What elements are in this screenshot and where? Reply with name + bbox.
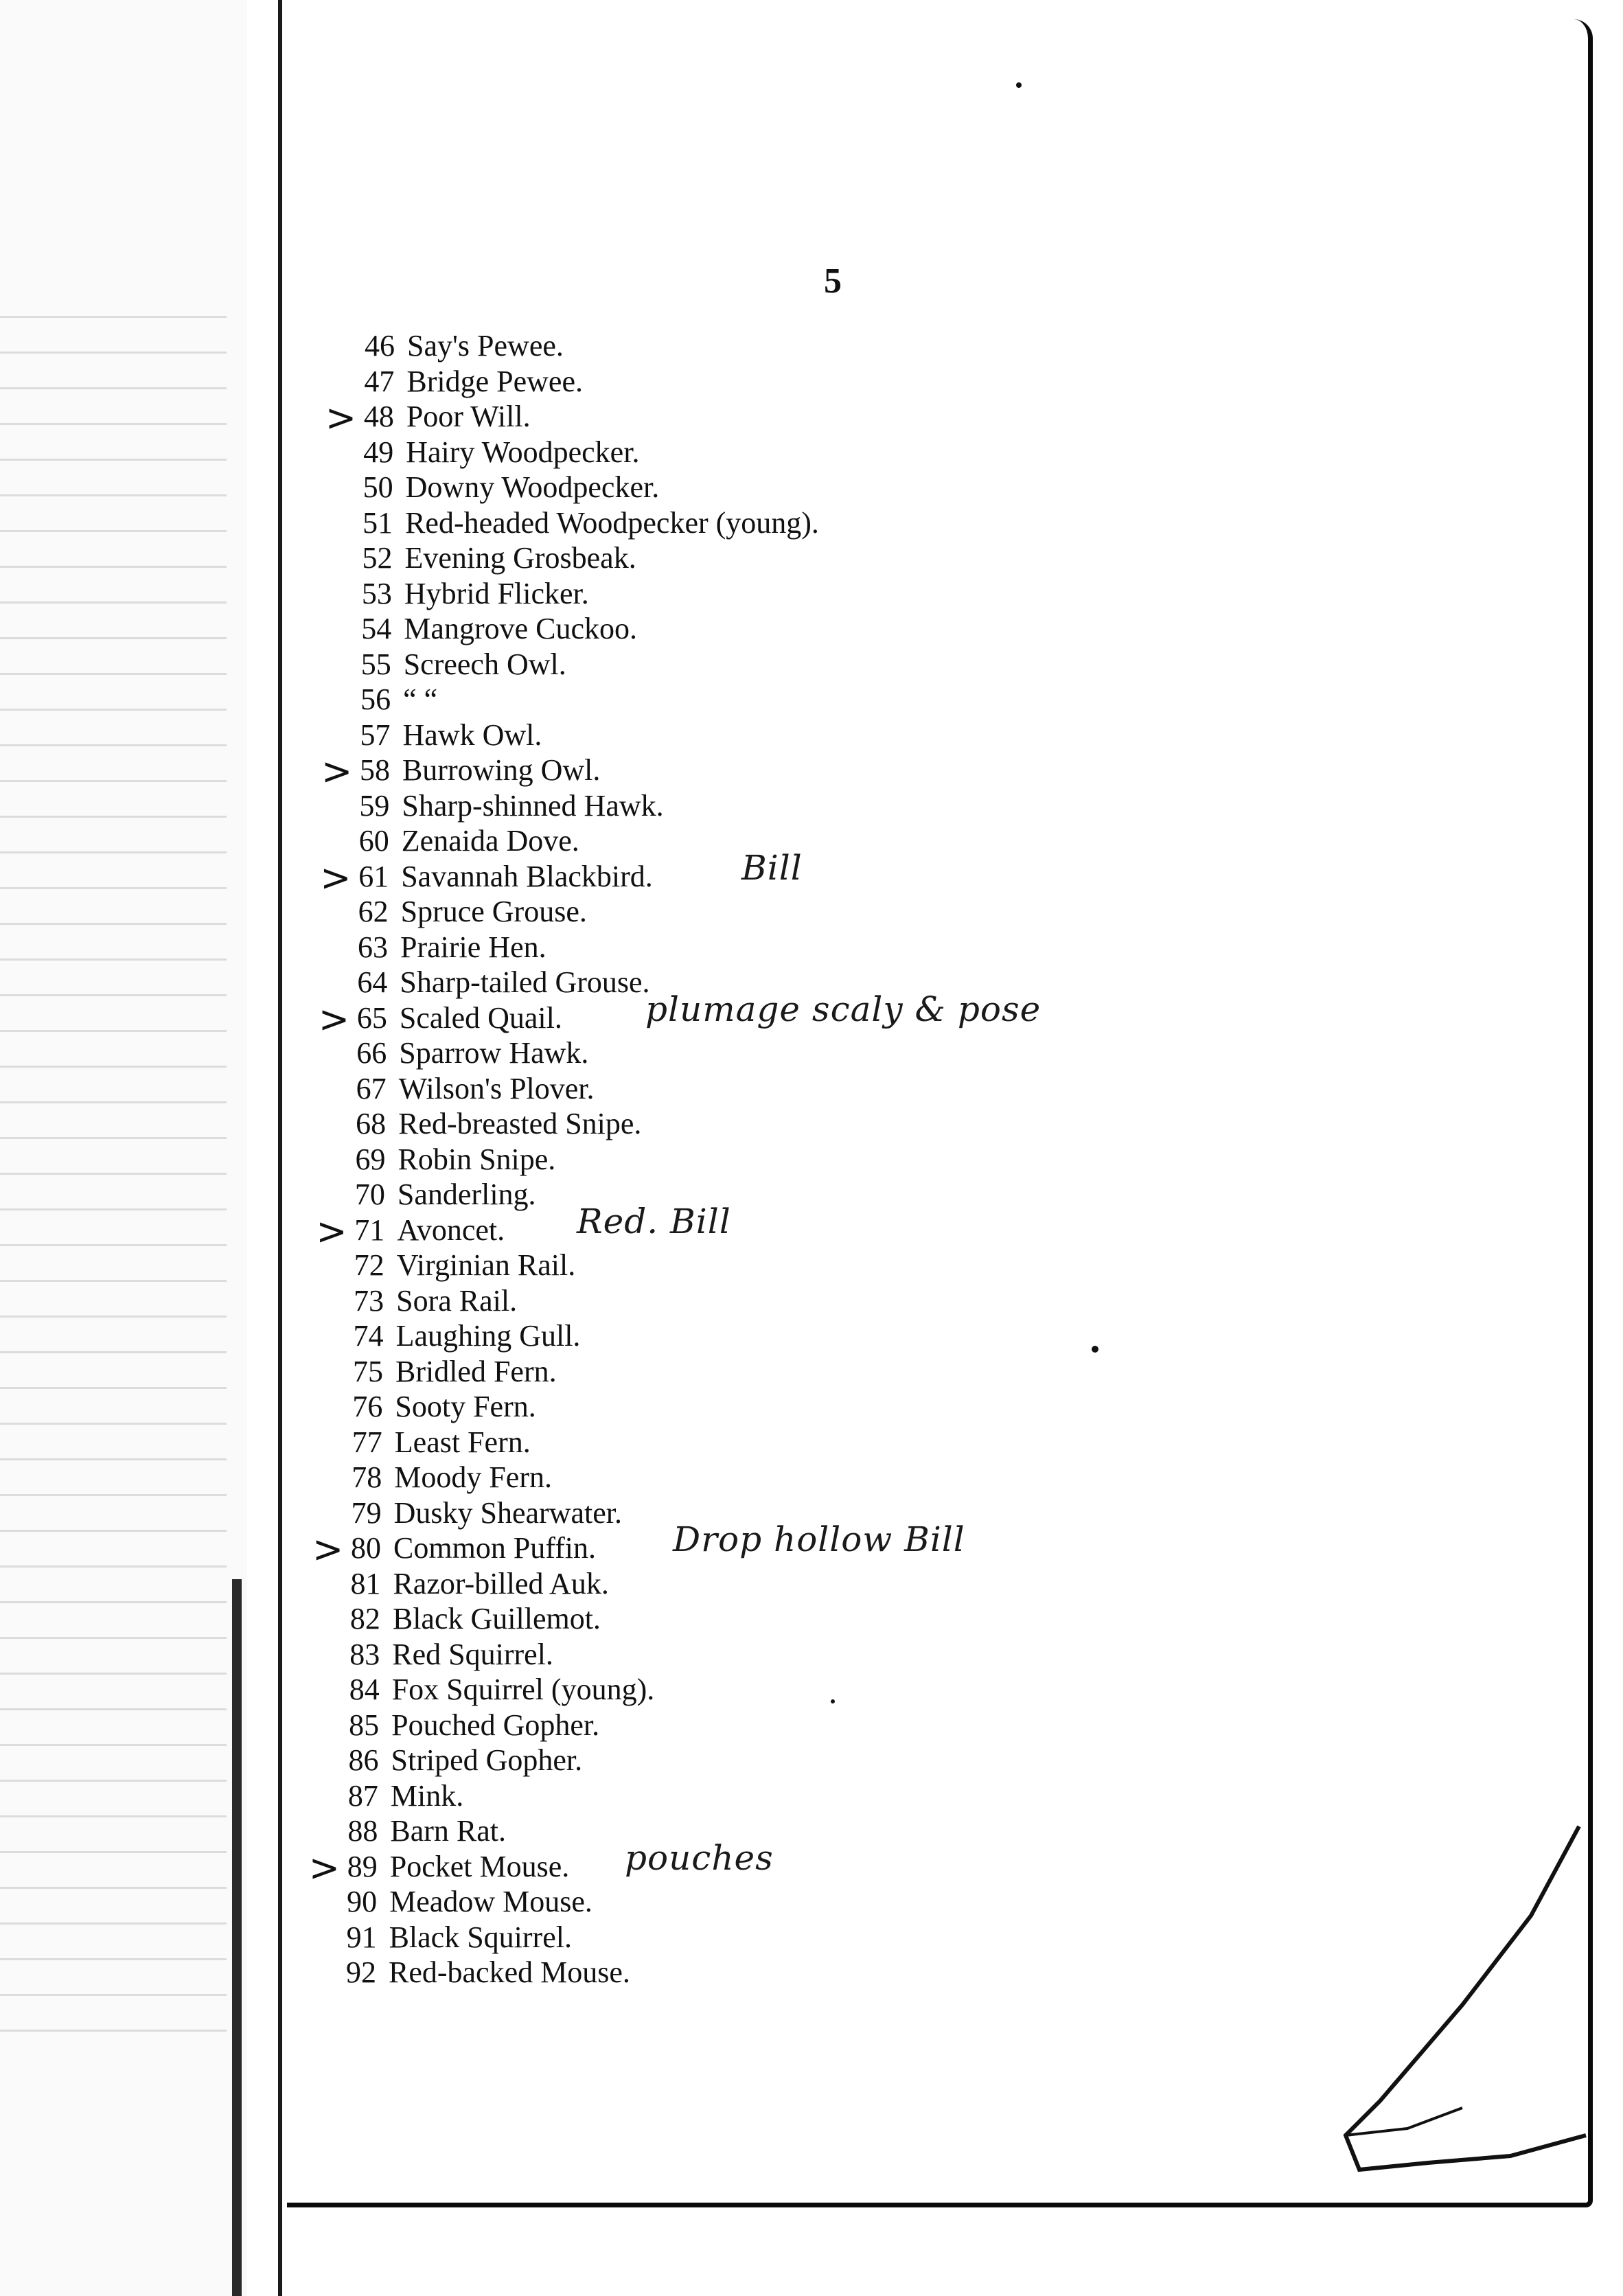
list-item — [342, 753, 600, 788]
entry-number: 53 — [361, 576, 392, 610]
entry-name: Savannah Blackbird. — [401, 859, 653, 893]
handwritten-check-mark: > — [318, 997, 350, 1041]
list-item — [345, 505, 819, 541]
entry-number: 65 — [356, 1000, 387, 1035]
entry-number: 47 — [364, 364, 395, 398]
list-item — [345, 435, 639, 470]
list-item — [343, 718, 542, 753]
entry-number: 79 — [351, 1495, 382, 1530]
handwritten-check-mark: > — [325, 396, 357, 439]
list-item — [337, 1177, 536, 1213]
ink-speck — [831, 1699, 835, 1703]
entry-name: Poor Will. — [406, 400, 531, 433]
entry-number: 67 — [356, 1071, 387, 1105]
entry-number: 58 — [359, 753, 390, 787]
entry-number: 73 — [354, 1283, 384, 1318]
entry-number: 57 — [360, 718, 391, 752]
entry-name: Spruce Grouse. — [400, 895, 587, 928]
entry-number: 48 — [363, 400, 394, 433]
list-item — [330, 1849, 570, 1885]
handwritten-note: plumage scaly & pose — [645, 989, 1041, 1029]
entry-number: 81 — [350, 1566, 381, 1600]
facing-page-bleed-through — [0, 316, 227, 2032]
list-item — [338, 1106, 641, 1142]
binding-gutter — [278, 0, 282, 2296]
entry-number: 70 — [354, 1178, 385, 1211]
entry-number: 56 — [360, 682, 391, 716]
entry-name: Hawk Owl. — [402, 718, 542, 752]
list-item — [344, 576, 589, 612]
entry-name: Razor-billed Auk. — [393, 1566, 609, 1600]
list-item — [341, 823, 579, 859]
handwritten-note: Bill — [741, 847, 803, 888]
handwritten-note: Red. Bill — [577, 1201, 731, 1241]
list-item — [336, 1213, 505, 1248]
list-item — [334, 1495, 622, 1531]
entry-name: Laughing Gull. — [395, 1319, 581, 1353]
entry-name: Black Guillemot. — [392, 1602, 601, 1635]
entry-number: 68 — [356, 1107, 387, 1140]
list-item — [328, 1955, 630, 1990]
entry-number: 66 — [356, 1036, 387, 1070]
list-item — [341, 788, 663, 824]
entry-number: 85 — [349, 1708, 380, 1742]
entry-number: 60 — [358, 824, 389, 858]
entry-number: 55 — [360, 647, 391, 681]
list-item — [336, 1318, 581, 1354]
entry-name: Hybrid Flicker. — [404, 576, 589, 610]
list-item — [346, 399, 531, 435]
entry-name: Evening Grosbeak. — [404, 541, 636, 575]
entry-name: Robin Snipe. — [398, 1142, 556, 1176]
entry-name: Striped Gopher. — [391, 1743, 583, 1777]
entry-number: 52 — [362, 541, 393, 575]
entry-name: Sora Rail. — [396, 1283, 518, 1318]
entry-number: 78 — [352, 1460, 382, 1494]
entry-name: Wilson's Plover. — [398, 1071, 595, 1105]
list-item — [332, 1601, 601, 1637]
list-item — [332, 1637, 553, 1673]
entry-number: 59 — [359, 788, 390, 823]
list-item — [336, 1248, 576, 1283]
entry-name: Sparrow Hawk. — [399, 1036, 589, 1070]
entry-number: 90 — [347, 1885, 378, 1918]
entry-name: Meadow Mouse. — [389, 1885, 592, 1918]
list-item — [338, 1071, 595, 1107]
handwritten-check-mark: > — [320, 856, 352, 899]
entry-name: Zenaida Dove. — [401, 824, 579, 858]
entry-number: 84 — [349, 1673, 380, 1706]
entry-number: 64 — [357, 965, 388, 999]
list-item — [343, 647, 566, 682]
entry-number: 74 — [353, 1319, 384, 1353]
entry-name: Mangrove Cuckoo. — [404, 612, 638, 645]
list-item — [339, 1000, 562, 1036]
entry-number: 77 — [352, 1425, 382, 1459]
entry-number: 88 — [347, 1814, 378, 1848]
list-item — [343, 611, 637, 647]
list-item — [335, 1354, 557, 1390]
entry-number: 61 — [358, 859, 389, 893]
entry-name: Fox Squirrel (young). — [391, 1673, 655, 1706]
entry-name: Red Squirrel. — [392, 1637, 553, 1671]
list-item — [330, 1813, 506, 1849]
list-item — [339, 965, 649, 1000]
entry-number: 63 — [358, 930, 389, 964]
entry-name: Barn Rat. — [390, 1814, 506, 1848]
entry-name: Pocket Mouse. — [389, 1849, 570, 1883]
ink-speck — [1016, 82, 1022, 88]
handwritten-check-mark: > — [321, 750, 353, 793]
handwritten-check-mark: > — [312, 1528, 344, 1571]
list-item — [333, 1530, 596, 1566]
entry-number: 49 — [363, 435, 394, 469]
entry-number: 89 — [347, 1849, 378, 1883]
list-item — [336, 1283, 517, 1319]
entry-number: 50 — [362, 470, 393, 504]
handwritten-note: Drop hollow Bill — [673, 1519, 965, 1559]
list-item — [334, 1389, 536, 1425]
list-item — [331, 1708, 599, 1743]
page-number: 5 — [824, 262, 842, 301]
ink-speck — [1092, 1346, 1098, 1353]
entry-name: Bridge Pewee. — [406, 364, 583, 398]
entry-name: Least Fern. — [394, 1425, 531, 1459]
entry-number: 75 — [352, 1354, 383, 1388]
list-item — [332, 1566, 608, 1602]
entry-name: Common Puffin. — [393, 1531, 597, 1565]
list-item — [340, 930, 546, 965]
entry-number: 69 — [355, 1142, 386, 1176]
entry-number: 76 — [352, 1390, 383, 1423]
handwritten-note: pouches — [625, 1837, 774, 1878]
entry-name: Burrowing Owl. — [402, 753, 601, 787]
entry-name: Moody Fern. — [394, 1460, 552, 1494]
list-item — [341, 894, 587, 930]
list-item — [332, 1672, 655, 1708]
folded-corner — [1304, 1813, 1593, 2197]
list-item — [329, 1884, 592, 1920]
entry-name: Red-headed Woodpecker (young). — [405, 505, 819, 540]
binding-shadow — [232, 1579, 242, 2296]
list-item — [345, 470, 660, 505]
entry-name: Avoncet. — [397, 1213, 505, 1247]
entry-name: Scaled Quail. — [399, 1000, 562, 1035]
entry-name: Virginian Rail. — [396, 1248, 576, 1282]
entry-name: Say's Pewee. — [407, 329, 564, 363]
entry-number: 82 — [349, 1602, 380, 1635]
list-item — [341, 859, 653, 895]
entry-name: Bridled Fern. — [395, 1354, 557, 1388]
entry-name: Pouched Gopher. — [391, 1708, 600, 1742]
entry-name: Sooty Fern. — [395, 1390, 536, 1423]
entry-name: Dusky Shearwater. — [393, 1495, 622, 1530]
entry-number: 86 — [348, 1743, 379, 1777]
entry-name: Red-breasted Snipe. — [398, 1107, 642, 1140]
entry-number: 92 — [346, 1955, 376, 1989]
entry-number: 72 — [354, 1248, 384, 1282]
entry-name: Sharp-shinned Hawk. — [402, 788, 664, 823]
list-item — [331, 1743, 583, 1778]
entry-name: Red-backed Mouse. — [389, 1955, 630, 1989]
list-item — [346, 364, 583, 400]
entry-name: Screech Owl. — [403, 647, 566, 681]
entry-name: Mink. — [390, 1778, 464, 1813]
entry-name: Sanderling. — [397, 1178, 536, 1211]
entry-number: 62 — [358, 895, 389, 928]
list-item — [347, 328, 564, 364]
entry-number: 46 — [365, 329, 395, 363]
handwritten-check-mark: > — [308, 1846, 340, 1890]
entry-number: 54 — [361, 612, 392, 645]
list-item — [330, 1778, 463, 1814]
list-item — [343, 682, 437, 718]
entry-number: 51 — [362, 505, 393, 540]
entry-number: 80 — [351, 1531, 382, 1565]
list-item — [334, 1460, 552, 1495]
entry-number: 91 — [346, 1920, 377, 1954]
entry-name: Sharp-tailed Grouse. — [400, 965, 650, 999]
list-item — [329, 1920, 572, 1955]
list-item — [338, 1142, 556, 1178]
entry-name: Prairie Hen. — [400, 930, 546, 964]
entry-name: Black Squirrel. — [389, 1920, 572, 1954]
entry-name: “ “ — [403, 682, 438, 716]
entry-number: 87 — [347, 1778, 378, 1813]
handwritten-check-mark: > — [316, 1209, 347, 1253]
entry-name: Downy Woodpecker. — [405, 470, 660, 504]
list-item — [334, 1425, 531, 1460]
entry-number: 83 — [349, 1637, 380, 1671]
list-item — [338, 1035, 588, 1071]
entry-number: 71 — [354, 1213, 385, 1247]
entry-name: Hairy Woodpecker. — [406, 435, 640, 469]
list-item — [344, 540, 636, 576]
